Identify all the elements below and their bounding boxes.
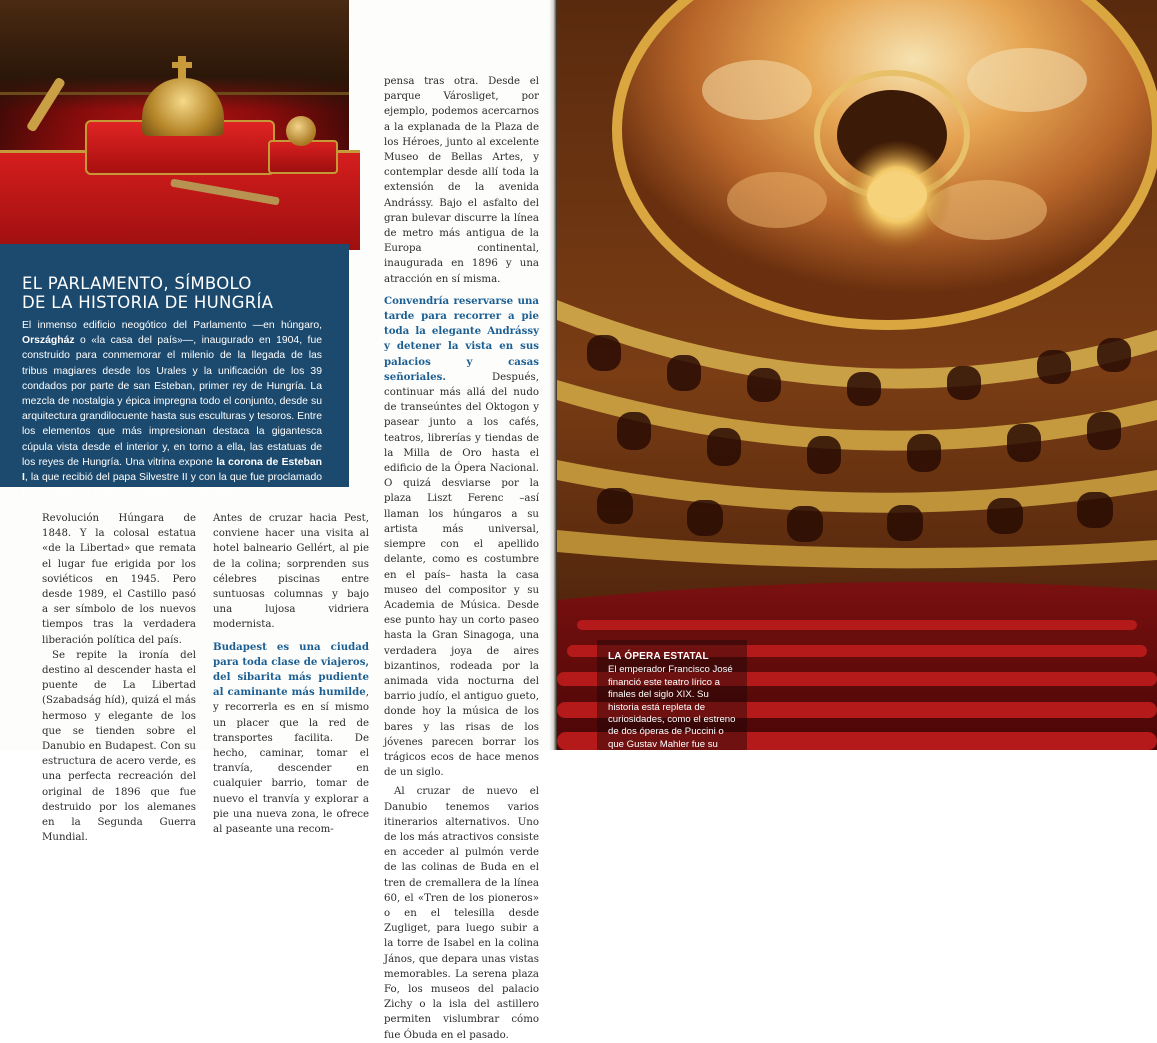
text-column-2 (213, 511, 369, 837)
opera-box (747, 368, 781, 402)
parliament-sidebar (0, 244, 349, 499)
opera-box (1077, 492, 1113, 528)
text-column-1 (42, 511, 196, 845)
sidebar-text (22, 318, 322, 500)
opera-box (617, 412, 651, 450)
page-gutter (549, 0, 557, 750)
opera-box (1097, 338, 1131, 372)
opera-interior-illustration (557, 0, 1157, 750)
chandelier (867, 173, 927, 217)
opera-box (887, 505, 923, 541)
sidebar-bold-term: Országház (22, 335, 75, 347)
opera-box (707, 428, 741, 466)
paragraph: pensa tras otra. Desde el parque Városliget, por ejemplo, podemos acercarnos a la explanada de la Plaza de los Héroes, junto al excelente Museo de Bellas Artes, y contemplar desde allí toda la extensión de la avenida Andrássy. Bajo el asfalto del gran bulevar discurre la línea de metro más antigua de la Europa continental, inaugurada en 1896 y una atracción en sí misma. (384, 76, 539, 285)
paragraph-text: Después, continuar más allá del nudo de transeúntes del Oktogon y pasear junto a los cafés, teatros, librerías y tiendas de la Milla de Oro hasta el edificio de la Ópera Nacional. O quizá desviarse por la plaza Liszt Ferenc –así llaman los húngaros a su artista más universal, siempre con el apellido delante, como es costumbre en el país– hasta la casa museo del compositor y su Academia de Música. Desde ese punto hay un corto paseo hasta la Gran Sinagoga, una verdadera joya de aires bizantinos, rodeada por la animada vida nocturna del barrio judío, el antiguo gueto, donde hoy la música de los bares y las risas de los jóvenes parecen borrar los trágicos ecos de hace menos de un siglo. (384, 371, 539, 779)
opera-box (947, 366, 981, 400)
caption-text: El emperador Francisco José financió este teatro lírico a finales del siglo XIX. Su historia está repleta de curiosidades, como el estreno de dos óperas de Puccini o que Gustav Mahler fue su director. (608, 664, 736, 763)
lead-highlight: Convendría reservarse una tarde para recorrer a pie toda la elegante Andrássy y detener la vista en sus palacios y casas señoriales. (384, 294, 539, 383)
left-page (0, 0, 553, 1041)
paragraph: Se repite la ironía del destino al descender hasta el puente de La Libertad (Szabadság híd), quizá el más hermoso y elegante de los que se tienden sobre el Danubio en Budapest. Con su estructura de acero verde, es una perfecta recreación del original de 1896 que fue destruido por los alemanes en la Segunda Guerra Mundial. (42, 649, 196, 844)
opera-box (787, 506, 823, 542)
photo-caption (608, 651, 738, 764)
sidebar-bold-term: la corona de Esteban I (22, 456, 322, 484)
sidebar-title-line1: EL PARLAMENTO, SÍMBOLO (22, 274, 252, 293)
paragraph (213, 640, 369, 838)
fresco-cloud (727, 172, 827, 228)
lead-highlight: Budapest es una ciudad para toda clase de viajeros, del sibarita más pudiente al caminante más humilde (213, 640, 369, 699)
opera-box (847, 372, 881, 406)
caption-title: LA ÓPERA ESTATAL (608, 651, 709, 662)
opera-box (597, 488, 633, 524)
opera-box (907, 434, 941, 472)
fresco-cloud (967, 48, 1087, 112)
opera-box (807, 436, 841, 474)
paragraph: Al cruzar de nuevo el Danubio tenemos varios itinerarios alternativos. Uno de los más atractivos consiste en acceder al pulmón verde de las colinas de Buda en el tren de cremallera de la línea 60, el «Tren de los pioneros» o en el telesilla desde Zugliget, para luego subir a la torre de Isabel en la colina János, que depara unas vistas memorables. La serena plaza Fo, los museos del palacio Zichy o la isla del astillero permiten vislumbrar cómo fue Óbuda en el pasado. (384, 786, 539, 1041)
holy-crown-photo (0, 0, 349, 244)
seat-row (577, 620, 1137, 630)
sidebar-text-part: El inmenso edificio neogótico del Parlamento —en húngaro, (22, 320, 322, 331)
paragraph-text: , y recorrerla es en sí mismo un placer que la red de transportes facilita. De hecho, caminar, tomar el tranvía, descender en cualquier barrio, tomar de nuevo el tranvía y explorar a pie una nueva zona, le ofrece al paseante una recom- (213, 687, 369, 836)
paragraph: Antes de cruzar hacia Pest, conviene hacer una visita al hotel balneario Gellért, al pie de la colina; sorprenden sus célebres piscinas entre suntuosas columnas y bajo una lujosa vidriera modernista. (213, 513, 369, 631)
opera-box (1007, 424, 1041, 462)
opera-box (667, 355, 701, 391)
opera-box (987, 498, 1023, 534)
fresco-cloud (702, 60, 812, 120)
opera-box (1087, 412, 1121, 450)
text-column-3 (384, 74, 539, 1043)
opera-box (587, 335, 621, 371)
sidebar-title-line2: DE LA HISTORIA DE HUNGRÍA (22, 293, 274, 312)
opera-box (1037, 350, 1071, 384)
royal-orb-icon (286, 116, 316, 146)
opera-box (687, 500, 723, 536)
paragraph (384, 294, 539, 781)
paragraph: Revolución Húngara de 1848. Y la colosal estatua «de la Libertad» que remata el lugar fue erigida por los soviéticos en 1945. Pero desde 1989, el Castillo pasó a ser símbolo de los nuevos tiempos tras la verdadera liberación política del país. (42, 513, 196, 646)
opera-house-photo (557, 0, 1157, 750)
sidebar-title (22, 274, 342, 312)
sidebar-text-part: o «la casa del país»—, inaugurado en 1904, fue construido para conmemorar el milenio de la llegada de las tribus magiares desde los Urales y la unificación de los 39 condados por parte de san Esteban, primer rey de Hungría. La mezcla de nostalgia y épica impregna todo el conjunto, desde su arquitectura grandilocuente hasta sus esculturas y tesoros. Entre los elementos que más impresionan destaca la gigantesca cúpula vista desde el interior y, en torno a ella, las estatuas de los reyes de Hungría. Una vitrina expone (22, 335, 322, 468)
sidebar-text-part: , la que recibió del papa Silvestre II y con la que fue proclamado Rey Apostólico el día de Navidad del año 1000. (22, 472, 322, 499)
